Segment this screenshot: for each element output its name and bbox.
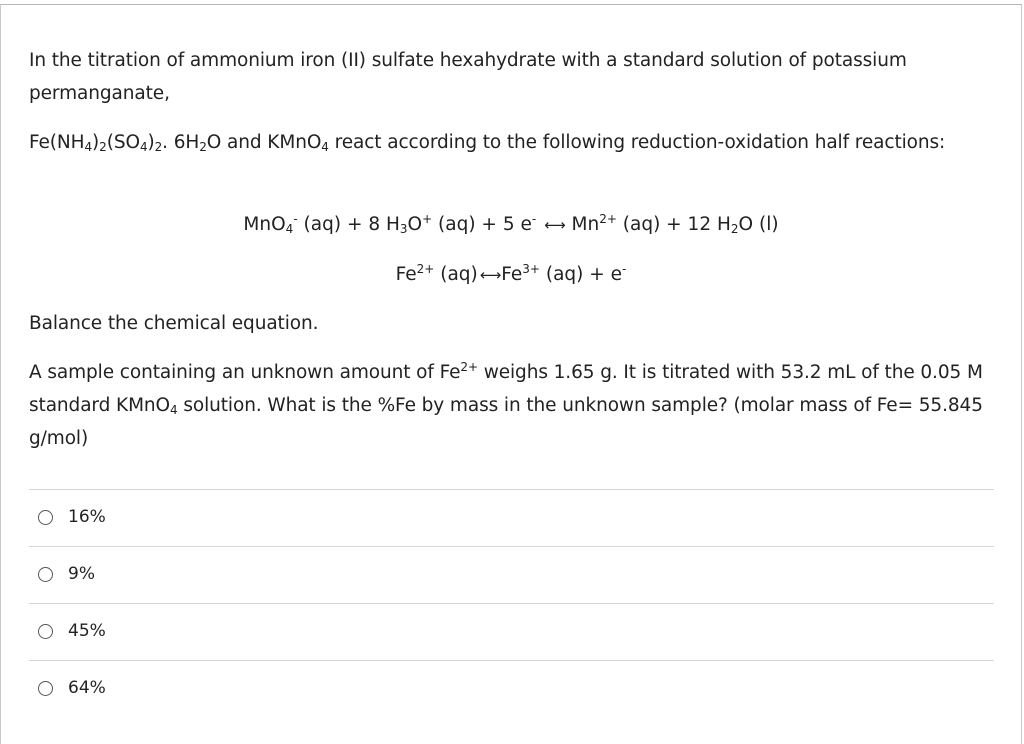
radio-button-icon[interactable] — [38, 681, 53, 696]
answer-option-1[interactable] — [29, 489, 994, 545]
answer-option-3[interactable] — [29, 603, 994, 659]
question-intro: In the titration of ammonium iron (II) sulfate hexahydrate with a standard solution of potassium permanganate, — [29, 50, 907, 104]
radio-button-icon[interactable] — [38, 567, 53, 582]
formula-kmno4: KMnO$_4$ — [267, 132, 329, 154]
formula-iron-salt: $Fe(NH_4)_2(SO_4)_2$. $6H_2O$ — [29, 132, 222, 154]
radio-button-icon[interactable] — [38, 510, 53, 525]
answer-option-label: 16% — [68, 507, 106, 527]
instruction-text: Balance the chemical equation. — [29, 313, 319, 334]
radio-button-icon[interactable] — [38, 624, 53, 639]
problem-text: A sample containing an unknown amount of $Fe^{2+}$ weighs 1.65 g. It is titrated with 53.2 mL of the 0.05 M standard KMnO$_4$ solution. What is the %Fe by mass in the unknown sample? (molar mass of Fe= 55.845 g/mol) — [29, 360, 983, 449]
answer-option-label: 9% — [68, 564, 95, 584]
answer-option-label: 45% — [68, 621, 106, 641]
answer-option-2[interactable] — [29, 546, 994, 602]
half-reaction-2: $Fe^{2+}$ (aq) ⟷ $Fe^{3+}$ (aq) + e- — [0, 262, 1022, 288]
half-reaction-1: MnO$_4$- (aq) + 8 $H_3O^+$ (aq) + 5 e- ⟷ $Mn^{2+}$ (aq) + 12 $H_2O$ (l) — [243, 212, 779, 236]
reaction-sentence: $Fe(NH_4)_2(SO_4)_2$. $6H_2O$ and KMnO$_4$ react according to the following reduction-oxidation half reactions: — [29, 132, 946, 154]
equilibrium-arrow-icon: ⟷ — [479, 266, 500, 284]
equilibrium-arrow-icon: ⟷ — [544, 216, 564, 234]
answer-option-label: 64% — [68, 678, 106, 698]
answer-option-4[interactable] — [29, 660, 994, 716]
